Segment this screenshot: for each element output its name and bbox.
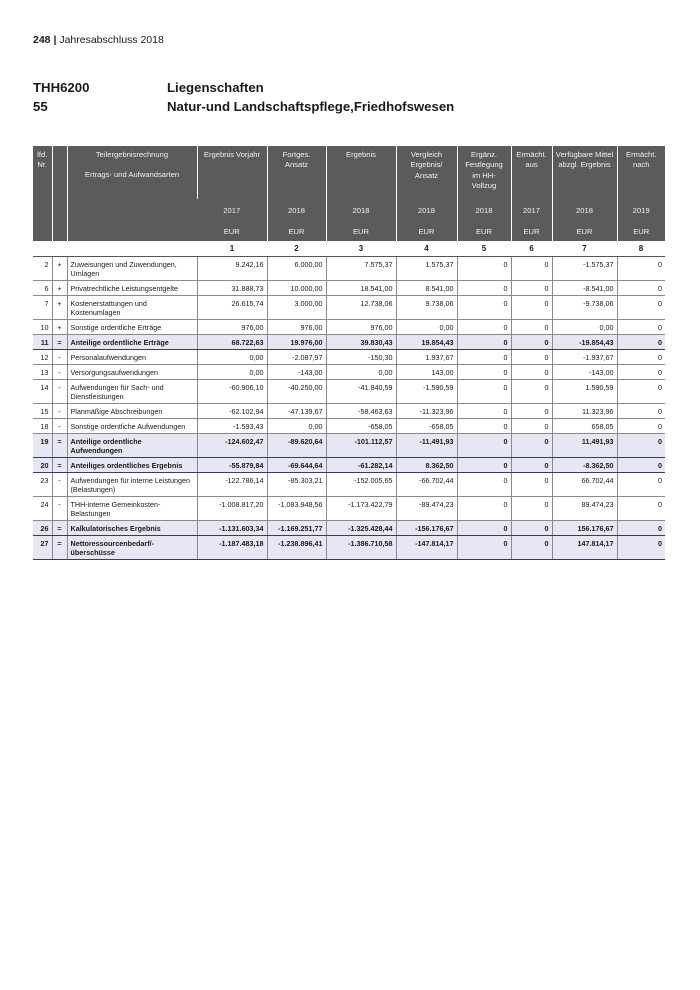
product-name: Natur-und Landschaftspflege,Friedhofswesen: [167, 99, 455, 114]
value-cell: -85.303,21: [267, 473, 326, 497]
row-operator: -: [52, 497, 67, 521]
value-cell: 0: [617, 257, 665, 281]
value-cell: 31.888,73: [197, 281, 267, 296]
value-cell: -89.474,23: [396, 497, 457, 521]
row-operator: -: [52, 380, 67, 404]
value-cell: 0: [511, 497, 552, 521]
value-cell: -8.362,50: [552, 458, 617, 473]
section-title-block: [33, 78, 673, 116]
value-cell: 0: [511, 434, 552, 458]
table-row: [33, 419, 665, 434]
value-cell: 1.575,37: [396, 257, 457, 281]
value-cell: -11.323,96: [396, 404, 457, 419]
value-cell: 0: [457, 497, 511, 521]
value-cell: 0: [511, 458, 552, 473]
row-operator: +: [52, 257, 67, 281]
value-cell: 9.738,06: [396, 296, 457, 320]
value-cell: -147.814,17: [396, 536, 457, 560]
value-cell: -1.238.896,41: [267, 536, 326, 560]
value-cell: 10.000,00: [267, 281, 326, 296]
col-unit-2: EUR: [267, 223, 326, 241]
col-header-8: Ermächt. nach: [617, 146, 665, 199]
value-cell: 0,00: [197, 350, 267, 365]
row-label: Zuweisungen und Zuwendungen, Umlagen: [67, 257, 197, 281]
col-number: 1: [197, 241, 267, 257]
table-row: [33, 497, 665, 521]
row-number: 14: [33, 380, 52, 404]
value-cell: -152.005,65: [326, 473, 396, 497]
value-cell: -55.879,84: [197, 458, 267, 473]
col-unit-3: EUR: [326, 223, 396, 241]
col-number: 7: [552, 241, 617, 257]
row-label: Anteiliges ordentliches Ergebnis: [67, 458, 197, 473]
col-unit-6: EUR: [511, 223, 552, 241]
value-cell: 0: [457, 434, 511, 458]
page-header: [33, 34, 164, 46]
col-unit-8: EUR: [617, 223, 665, 241]
value-cell: 18.541,00: [326, 281, 396, 296]
value-cell: 0: [617, 335, 665, 350]
col-year-3: 2018: [326, 199, 396, 223]
value-cell: -8.541,00: [552, 281, 617, 296]
table-row: [33, 404, 665, 419]
value-cell: -69.644,64: [267, 458, 326, 473]
table-row: [33, 335, 665, 350]
col-number: 6: [511, 241, 552, 257]
row-number: 7: [33, 296, 52, 320]
col-header-1: Ergebnis Vorjahr: [197, 146, 267, 199]
teilergebnis-label: Teilergebnisrechnung: [95, 150, 169, 159]
row-number: 11: [33, 335, 52, 350]
value-cell: -1.325.428,44: [326, 521, 396, 536]
table-row: [33, 380, 665, 404]
row-operator: -: [52, 419, 67, 434]
row-number: 13: [33, 365, 52, 380]
value-cell: 0: [457, 350, 511, 365]
value-cell: 976,00: [326, 320, 396, 335]
value-cell: -47.139,67: [267, 404, 326, 419]
value-cell: -101.112,57: [326, 434, 396, 458]
table-row: [33, 350, 665, 365]
table-row: [33, 320, 665, 335]
value-cell: -1.187.483,18: [197, 536, 267, 560]
value-cell: -19.854,43: [552, 335, 617, 350]
value-cell: -1.575,37: [552, 257, 617, 281]
col-year-8: 2019: [617, 199, 665, 223]
value-cell: 156.176,67: [552, 521, 617, 536]
value-cell: -143,00: [267, 365, 326, 380]
value-cell: -41.840,59: [326, 380, 396, 404]
row-number: 18: [33, 419, 52, 434]
col-unit-5: EUR: [457, 223, 511, 241]
value-cell: 147.814,17: [552, 536, 617, 560]
value-cell: -11.491,93: [396, 434, 457, 458]
value-cell: 6.000,00: [267, 257, 326, 281]
row-operator: =: [52, 521, 67, 536]
row-label: Kostenerstattungen und Kostenumlagen: [67, 296, 197, 320]
row-number: 15: [33, 404, 52, 419]
value-cell: 0,00: [552, 320, 617, 335]
value-cell: -2.087,97: [267, 350, 326, 365]
value-cell: 0: [511, 365, 552, 380]
value-cell: 0: [617, 419, 665, 434]
value-cell: -60.906,10: [197, 380, 267, 404]
header-separator: |: [53, 34, 57, 46]
value-cell: 0: [617, 296, 665, 320]
value-cell: 0: [617, 473, 665, 497]
value-cell: -58.463,63: [326, 404, 396, 419]
value-cell: 0: [617, 521, 665, 536]
value-cell: 19.854,43: [396, 335, 457, 350]
table-row: [33, 521, 665, 536]
value-cell: 0,00: [326, 365, 396, 380]
value-cell: 0: [511, 404, 552, 419]
value-cell: -156.176,67: [396, 521, 457, 536]
value-cell: 0: [457, 521, 511, 536]
value-cell: -150,30: [326, 350, 396, 365]
value-cell: 0: [617, 350, 665, 365]
value-cell: 0: [457, 380, 511, 404]
col-number: 5: [457, 241, 511, 257]
value-cell: 0: [617, 281, 665, 296]
value-cell: -1.590,59: [396, 380, 457, 404]
col-year-7: 2018: [552, 199, 617, 223]
value-cell: 0: [511, 419, 552, 434]
row-operator: =: [52, 536, 67, 560]
value-cell: 8.541,00: [396, 281, 457, 296]
value-cell: -1.083.948,56: [267, 497, 326, 521]
value-cell: -66.702,44: [396, 473, 457, 497]
value-cell: 0: [617, 404, 665, 419]
row-label: Sonstige ordentliche Aufwendungen: [67, 419, 197, 434]
col-header-5: Ergänz. Festlegung im HH-Vollzug: [457, 146, 511, 199]
value-cell: 12.738,06: [326, 296, 396, 320]
value-cell: -61.282,14: [326, 458, 396, 473]
col-unit-4: EUR: [396, 223, 457, 241]
col-number: 8: [617, 241, 665, 257]
column-number-row: [33, 241, 665, 257]
value-cell: 1.937,67: [396, 350, 457, 365]
row-label: Privatrechtliche Leistungsentgelte: [67, 281, 197, 296]
value-cell: 19.976,00: [267, 335, 326, 350]
value-cell: 0: [511, 380, 552, 404]
row-number: 19: [33, 434, 52, 458]
value-cell: 7.575,37: [326, 257, 396, 281]
value-cell: 68.722,63: [197, 335, 267, 350]
col-number: 2: [267, 241, 326, 257]
row-label: Aufwendungen für Sach- und Dienstleistungen: [67, 380, 197, 404]
value-cell: 976,00: [267, 320, 326, 335]
value-cell: 0: [457, 536, 511, 560]
row-number: 23: [33, 473, 52, 497]
value-cell: 0: [457, 257, 511, 281]
col-number: 4: [396, 241, 457, 257]
value-cell: 66.702,44: [552, 473, 617, 497]
row-number: 2: [33, 257, 52, 281]
value-cell: -89.620,64: [267, 434, 326, 458]
title-row: [33, 97, 673, 116]
value-cell: 11.491,93: [552, 434, 617, 458]
value-cell: 976,00: [197, 320, 267, 335]
value-cell: 8.362,50: [396, 458, 457, 473]
col-number: 3: [326, 241, 396, 257]
col-year-6: 2017: [511, 199, 552, 223]
value-cell: 0: [617, 380, 665, 404]
value-cell: -62.102,94: [197, 404, 267, 419]
row-number: 24: [33, 497, 52, 521]
value-cell: -9.738,06: [552, 296, 617, 320]
row-number: 27: [33, 536, 52, 560]
value-cell: 0: [457, 404, 511, 419]
result-table: [33, 146, 665, 560]
row-operator: +: [52, 296, 67, 320]
value-cell: 0: [617, 458, 665, 473]
value-cell: 0: [511, 536, 552, 560]
budget-code: THH6200: [33, 80, 90, 95]
page-number: 248: [33, 34, 51, 46]
row-label: Aufwendungen für interne Leistungen (Belastungen): [67, 473, 197, 497]
table-row: [33, 365, 665, 380]
table-row: [33, 458, 665, 473]
row-label: Versorgungsaufwendungen: [67, 365, 197, 380]
row-label: Nettoressourcenbedarf/- überschüsse: [67, 536, 197, 560]
col-header-2: Fortges. Ansatz: [267, 146, 326, 199]
col-year-1: 2017: [197, 199, 267, 223]
value-cell: 0,00: [197, 365, 267, 380]
value-cell: 0: [617, 497, 665, 521]
value-cell: -658,05: [396, 419, 457, 434]
row-label: THH-interne Gemeinkosten-Belastungen: [67, 497, 197, 521]
value-cell: 0: [457, 296, 511, 320]
budget-name: Liegenschaften: [167, 80, 264, 95]
row-operator: -: [52, 350, 67, 365]
value-cell: 0: [617, 434, 665, 458]
row-label: Anteilige ordentliche Aufwendungen: [67, 434, 197, 458]
row-label: Planmäßige Abschreibungen: [67, 404, 197, 419]
col-header-6: Ermächt. aus: [511, 146, 552, 199]
row-operator: +: [52, 281, 67, 296]
value-cell: 0: [511, 473, 552, 497]
value-cell: -1.386.710,58: [326, 536, 396, 560]
title-row: [33, 78, 673, 97]
row-operator: =: [52, 434, 67, 458]
row-number: 10: [33, 320, 52, 335]
value-cell: 9.242,16: [197, 257, 267, 281]
row-operator: +: [52, 320, 67, 335]
col-header-4: Vergleich Ergebnis/ Ansatz: [396, 146, 457, 199]
product-code: 55: [33, 99, 48, 114]
document-title: Jahresabschluss 2018: [59, 34, 164, 46]
table-row: [33, 434, 665, 458]
value-cell: 0: [457, 281, 511, 296]
value-cell: 3.000,00: [267, 296, 326, 320]
value-cell: 0: [457, 335, 511, 350]
value-cell: -658,05: [326, 419, 396, 434]
value-cell: 0: [457, 419, 511, 434]
col-year-5: 2018: [457, 199, 511, 223]
col-header-3: Ergebnis: [326, 146, 396, 199]
value-cell: -143,00: [552, 365, 617, 380]
row-number: 20: [33, 458, 52, 473]
row-label: Kalkulatorisches Ergebnis: [67, 521, 197, 536]
col-year-4: 2018: [396, 199, 457, 223]
value-cell: 0: [511, 320, 552, 335]
value-cell: 0: [457, 473, 511, 497]
table-row: [33, 281, 665, 296]
value-cell: 0: [511, 521, 552, 536]
value-cell: 0: [511, 296, 552, 320]
col-unit-7: EUR: [552, 223, 617, 241]
value-cell: 0: [511, 335, 552, 350]
row-operator: =: [52, 458, 67, 473]
table-row: [33, 257, 665, 281]
teilergebnis-header: [67, 146, 197, 241]
col-unit-1: EUR: [197, 223, 267, 241]
table-header: [33, 146, 665, 241]
value-cell: -1.008.817,20: [197, 497, 267, 521]
value-cell: -40.250,00: [267, 380, 326, 404]
row-number: 26: [33, 521, 52, 536]
value-cell: 1.590,59: [552, 380, 617, 404]
value-cell: 0: [617, 365, 665, 380]
value-cell: -1.173.422,79: [326, 497, 396, 521]
table-row: [33, 536, 665, 560]
value-cell: 0: [457, 320, 511, 335]
value-cell: 89.474,23: [552, 497, 617, 521]
value-cell: 39.830,43: [326, 335, 396, 350]
value-cell: 143,00: [396, 365, 457, 380]
table-row: [33, 296, 665, 320]
row-operator: =: [52, 335, 67, 350]
value-cell: 0: [457, 365, 511, 380]
value-cell: 0,00: [267, 419, 326, 434]
row-operator: -: [52, 365, 67, 380]
row-label: Personalaufwendungen: [67, 350, 197, 365]
col-year-2: 2018: [267, 199, 326, 223]
value-cell: 11.323,96: [552, 404, 617, 419]
row-operator: -: [52, 473, 67, 497]
table-row: [33, 473, 665, 497]
value-cell: 0: [617, 536, 665, 560]
value-cell: 0: [511, 281, 552, 296]
row-label: Anteilige ordentliche Erträge: [67, 335, 197, 350]
value-cell: 0: [511, 350, 552, 365]
ertrags-aufwandsarten-label: Ertrags- und Aufwandsarten: [84, 170, 180, 180]
row-number: 6: [33, 281, 52, 296]
lfd-nr-header: lfd. Nr.: [33, 146, 52, 241]
row-number: 12: [33, 350, 52, 365]
value-cell: 26.615,74: [197, 296, 267, 320]
row-operator: -: [52, 404, 67, 419]
value-cell: -1.169.251,77: [267, 521, 326, 536]
value-cell: 658,05: [552, 419, 617, 434]
value-cell: -1.131.603,34: [197, 521, 267, 536]
row-label: Sonstige ordentliche Erträge: [67, 320, 197, 335]
value-cell: 0: [617, 320, 665, 335]
value-cell: -1.593,43: [197, 419, 267, 434]
table-body: [33, 257, 665, 560]
value-cell: 0,00: [396, 320, 457, 335]
value-cell: 0: [457, 458, 511, 473]
value-cell: -122.786,14: [197, 473, 267, 497]
value-cell: -1.937,67: [552, 350, 617, 365]
value-cell: -124.602,47: [197, 434, 267, 458]
col-header-7: Verfügbare Mittel abzgl. Ergebnis: [552, 146, 617, 199]
value-cell: 0: [511, 257, 552, 281]
sign-header: [52, 146, 67, 241]
